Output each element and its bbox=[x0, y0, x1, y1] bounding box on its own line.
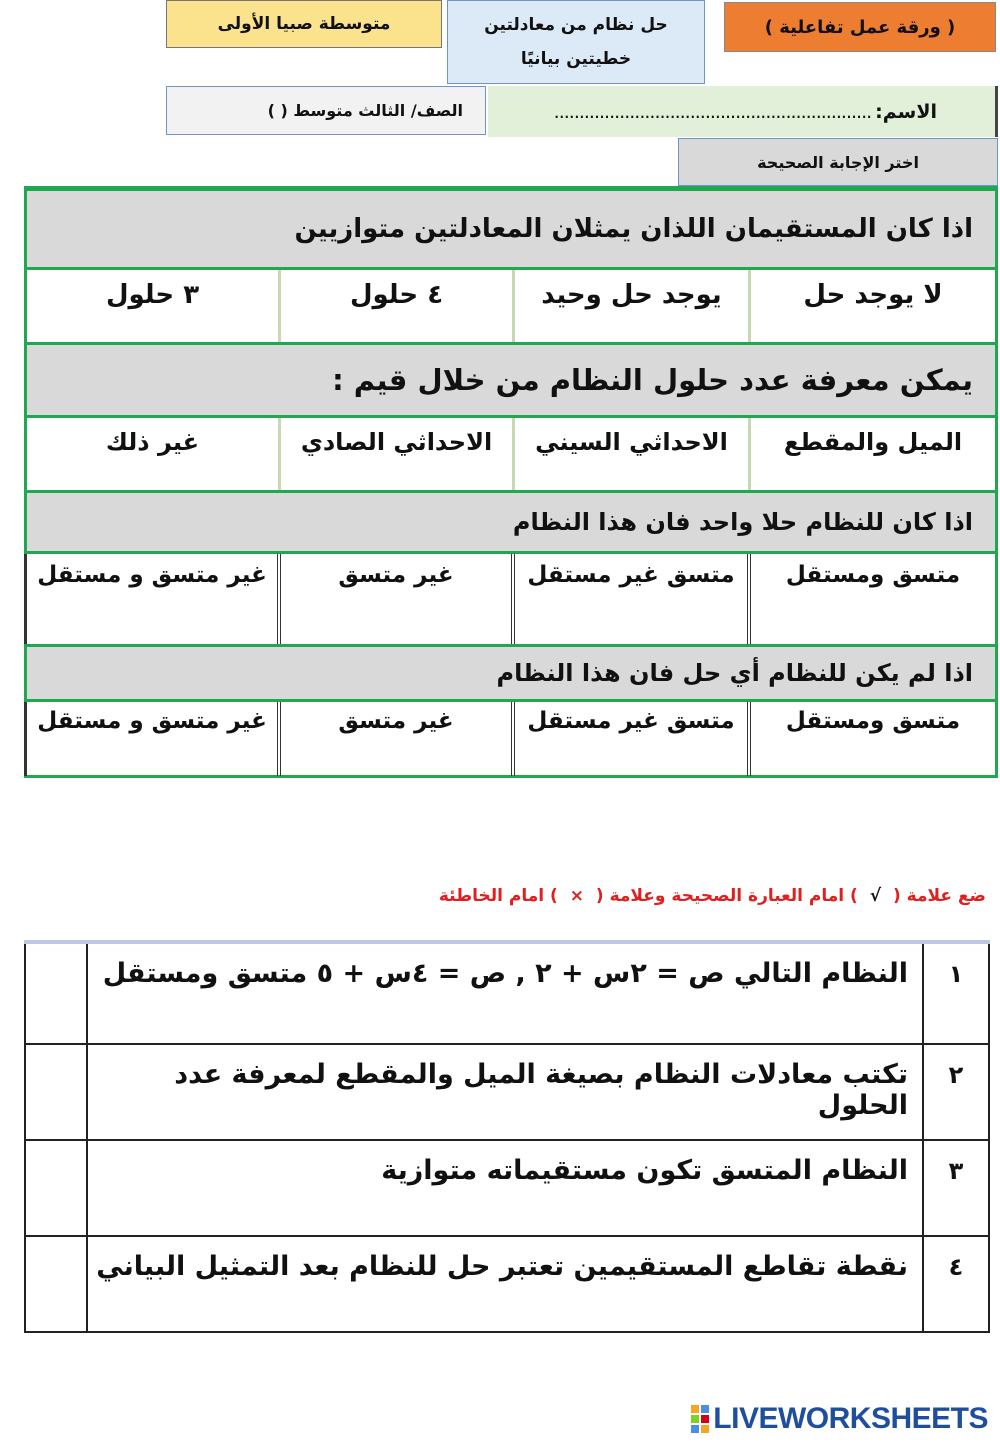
option-4a[interactable]: متسق ومستقل bbox=[785, 708, 961, 734]
options-row-1 bbox=[24, 270, 998, 342]
option-2b[interactable]: الاحداثي السيني bbox=[515, 418, 751, 490]
instruction-before: ضع علامة ( bbox=[892, 886, 986, 906]
option-4b[interactable]: متسق غير مستقل bbox=[515, 702, 751, 776]
item-number: ١ bbox=[923, 942, 989, 1044]
question-3 bbox=[24, 490, 998, 554]
question-1 bbox=[24, 188, 998, 270]
name-dots: ............................................................... bbox=[553, 100, 872, 123]
table-row bbox=[25, 1140, 989, 1236]
option-1a[interactable]: لا يوجد حل bbox=[803, 280, 943, 310]
name-field[interactable] bbox=[488, 86, 998, 137]
school-name: متوسطة صبيا الأولى bbox=[166, 0, 442, 48]
true-false-instruction bbox=[439, 886, 986, 906]
option-2c[interactable]: الاحداثي الصادي bbox=[281, 418, 515, 490]
logo-grid-icon bbox=[691, 1405, 709, 1433]
instruction-after: ) امام الخاطئة bbox=[438, 886, 558, 906]
question-4-text: اذا لم يكن للنظام أي حل فان هذا النظام bbox=[496, 659, 973, 687]
question-2 bbox=[24, 342, 998, 418]
option-1b[interactable]: يوجد حل وحيد bbox=[515, 270, 751, 342]
option-4d[interactable]: غير متسق و مستقل bbox=[27, 702, 281, 776]
question-3-text: اذا كان للنظام حلا واحد فان هذا النظام bbox=[512, 508, 973, 536]
item-number: ٤ bbox=[923, 1236, 989, 1332]
statement: النظام المتسق تكون مستقيماته متوازية bbox=[87, 1140, 923, 1236]
table-row bbox=[25, 1236, 989, 1332]
lesson-topic: حل نظام من معادلتين خطيتين بيانيًا bbox=[447, 0, 705, 84]
answer-cell[interactable] bbox=[25, 1140, 87, 1236]
answer-cell[interactable] bbox=[25, 1044, 87, 1140]
logo-text: LIVEWORKSHEETS bbox=[713, 1402, 988, 1435]
option-1c[interactable]: ٤ حلول bbox=[281, 270, 515, 342]
cross-mark-icon: × bbox=[569, 886, 584, 906]
choose-instruction: اختر الإجابة الصحيحة bbox=[678, 138, 998, 186]
question-1-text: اذا كان المستقيمان اللذان يمثلان المعادلتين متوازيين bbox=[294, 214, 973, 244]
options-row-3 bbox=[24, 554, 998, 644]
liveworksheets-logo bbox=[691, 1402, 988, 1436]
option-3c[interactable]: غير متسق bbox=[281, 554, 515, 644]
option-2a[interactable]: الميل والمقطع bbox=[783, 428, 963, 456]
statement: نقطة تقاطع المستقيمين تعتبر حل للنظام بعد التمثيل البياني bbox=[87, 1236, 923, 1332]
answer-cell[interactable] bbox=[25, 1236, 87, 1332]
name-label: الاسم: bbox=[875, 100, 937, 123]
option-3b[interactable]: متسق غير مستقل bbox=[515, 554, 751, 644]
item-number: ٢ bbox=[923, 1044, 989, 1140]
check-mark-icon: √ bbox=[869, 886, 882, 906]
answer-cell[interactable] bbox=[25, 942, 87, 1044]
worksheet-type: ( ورقة عمل تفاعلية ) bbox=[724, 2, 996, 52]
statement: تكتب معادلات النظام بصيغة الميل والمقطع لمعرفة عدد الحلول bbox=[87, 1044, 923, 1140]
question-2-text: يمكن معرفة عدد حلول النظام من خلال قيم : bbox=[332, 363, 973, 397]
option-4c[interactable]: غير متسق bbox=[281, 702, 515, 776]
option-1d[interactable]: ٣ حلول bbox=[27, 270, 281, 342]
table-row bbox=[25, 1044, 989, 1140]
item-number: ٣ bbox=[923, 1140, 989, 1236]
statement: النظام التالي ص = ٢س + ٢ , ص = ٤س + ٥ متسق ومستقل bbox=[87, 942, 923, 1044]
table-row bbox=[25, 942, 989, 1044]
options-row-2 bbox=[24, 418, 998, 490]
true-false-table bbox=[24, 940, 990, 1333]
option-3d[interactable]: غير متسق و مستقل bbox=[27, 554, 281, 644]
instruction-mid: ) امام العبارة الصحيحة وعلامة ( bbox=[595, 886, 858, 906]
question-4 bbox=[24, 644, 998, 702]
options-row-4 bbox=[24, 702, 998, 776]
option-3a[interactable]: متسق ومستقل bbox=[785, 562, 961, 588]
class-label: الصف/ الثالث متوسط ( ) bbox=[166, 86, 486, 135]
option-2d[interactable]: غير ذلك bbox=[27, 418, 281, 490]
